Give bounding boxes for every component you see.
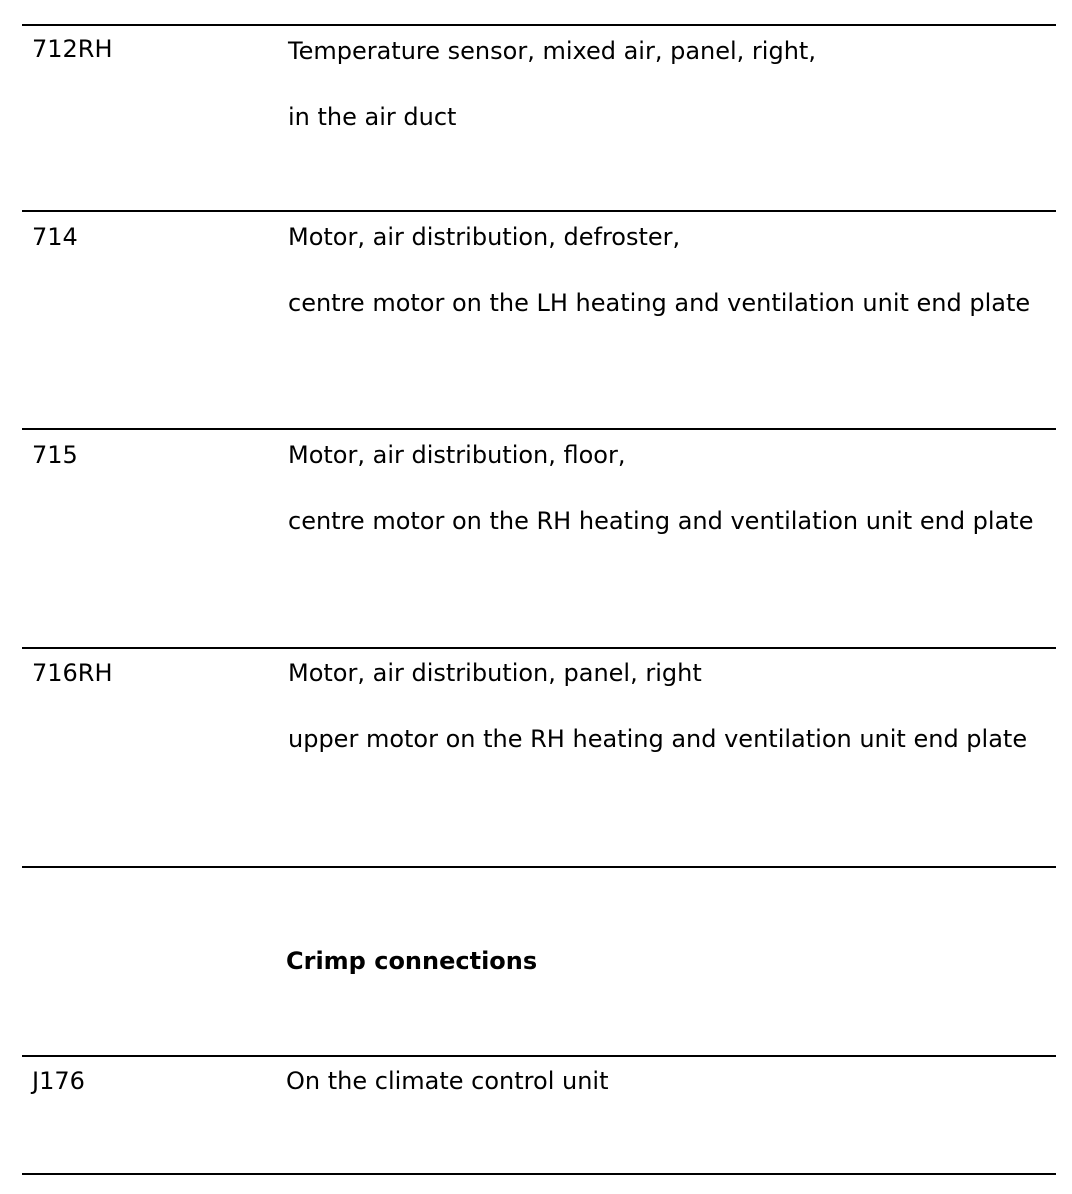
component-code: J176 — [32, 1067, 85, 1095]
description-line: Motor, air distribution, panel, right — [288, 659, 702, 687]
component-description — [286, 1066, 1046, 1096]
description-line: upper motor on the RH heating and ventilation unit end plate — [288, 725, 1028, 753]
component-code: 714 — [32, 223, 78, 251]
description-line: Motor, air distribution, defroster, — [288, 223, 681, 251]
component-description — [288, 658, 1048, 754]
description-line: On the climate control unit — [286, 1067, 609, 1095]
description-line: in the air duct — [288, 103, 457, 131]
table-divider — [22, 866, 1056, 868]
table-divider — [22, 428, 1056, 430]
component-code: 712RH — [32, 35, 113, 63]
component-code: 715 — [32, 441, 78, 469]
table-divider — [22, 210, 1056, 212]
description-line: Temperature sensor, mixed air, panel, right, — [288, 37, 816, 65]
table-divider — [22, 647, 1056, 649]
component-description — [288, 36, 1048, 132]
section-heading: Crimp connections — [286, 947, 538, 975]
component-description — [288, 222, 1048, 318]
component-code: 716RH — [32, 659, 113, 687]
description-line: Motor, air distribution, floor, — [288, 441, 626, 469]
description-line: centre motor on the RH heating and ventilation unit end plate — [288, 507, 1034, 535]
table-divider — [22, 1055, 1056, 1057]
component-description — [288, 440, 1048, 536]
description-line: centre motor on the LH heating and ventilation unit end plate — [288, 289, 1031, 317]
table-divider — [22, 24, 1056, 26]
table-divider — [22, 1173, 1056, 1175]
